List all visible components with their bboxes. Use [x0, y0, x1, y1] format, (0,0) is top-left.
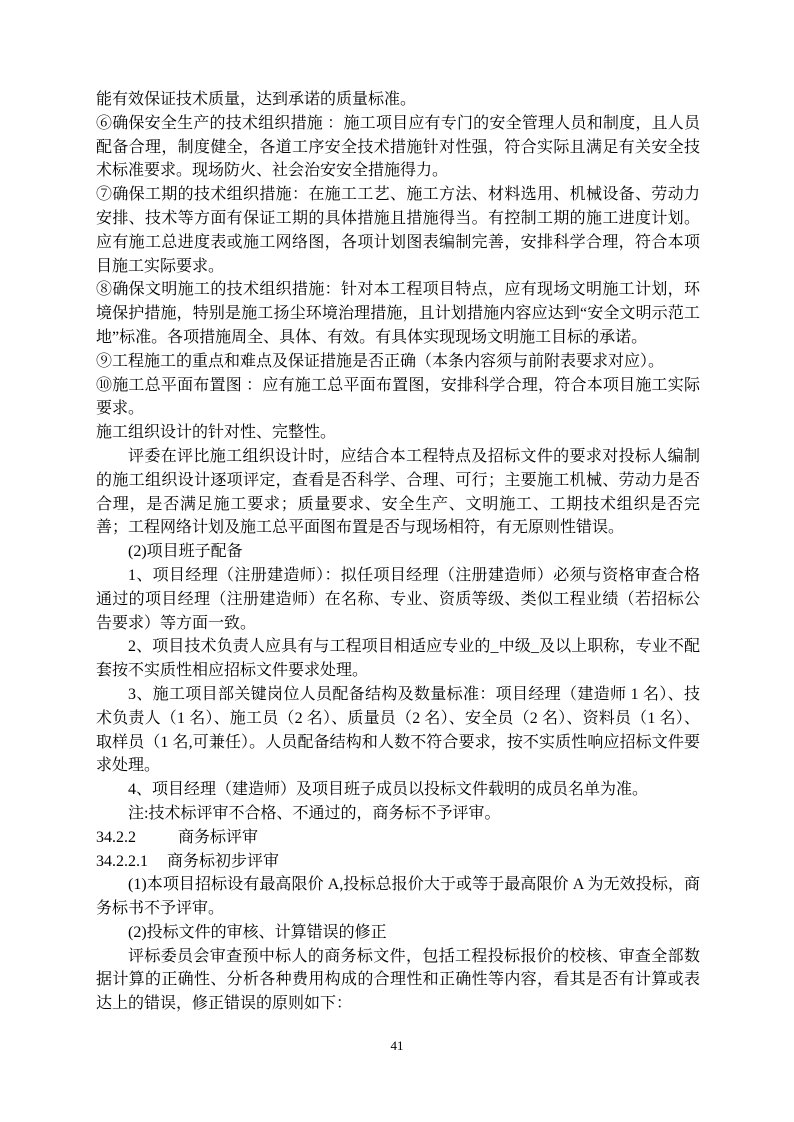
section-number: 34.2.2	[96, 828, 136, 846]
paragraph-design-pertinence: 施工组织设计的针对性、完整性。	[96, 424, 337, 442]
paragraph-project-manager: 1、项目经理（注册建造师）：拟任项目经理（注册建造师）必须与资格审查合格通过的项目经理（注册建造师）在名称、专业、资质等级、类似工程业绩（若招标公告要求）等方面一致。	[96, 566, 700, 632]
paragraph-error-correction-heading: (2)投标文件的审核、计算错误的修正	[128, 923, 387, 941]
page-number: 41	[390, 1038, 404, 1053]
paragraph-price-ceiling-rule: (1)本项目招标设有最高限价 A,投标总报价大于或等于最高限价 A 为无效投标，商务标书不予评审。	[96, 876, 700, 918]
paragraph-item-7-schedule-measures: ⑦确保工期的技术组织措施：在施工工艺、施工方法、材料选用、机械设备、劳动力安排、技术等方面有保证工期的具体措施且措施得当。有控制工期的施工进度计划。应有施工总进度表或施工网络图，各项计划图表编制完善，安排科学合理，符合本项目施工实际要求。	[96, 186, 700, 275]
paragraph-item-10-site-layout-plan: ⑩施工总平面布置图 ：应有施工总平面布置图，安排科学合理，符合本项目施工实际要求。	[96, 376, 700, 418]
section-heading-34-2-2	[96, 826, 700, 850]
section-title: 商务标初步评审	[167, 852, 280, 870]
paragraph-item-9-key-difficulties: ⑨工程施工的重点和难点及保证措施是否正确（本条内容须与前附表要求对应）。	[96, 352, 665, 370]
paragraph-continuation: 能有效保证技术质量，达到承诺的质量标准。	[96, 91, 417, 108]
paragraph-project-team-heading: (2)项目班子配备	[128, 543, 243, 561]
section-title: 商务标评审	[178, 828, 259, 846]
paragraph-item-6-safety-measures: ⑥确保安全生产的技术组织措施 ：施工项目应有专门的安全管理人员和制度，且人员配备合理，制度健全，各道工序安全技术措施针对性强，符合实际且满足有关安全技术标准要求。现场防火、社会治安安全措施得力。	[96, 114, 700, 180]
paragraph-item-8-civilized-construction: ⑧确保文明施工的技术组织措施：针对本工程项目特点，应有现场文明施工计划，环境保护措施，特别是施工扬尘环境治理措施，且计划措施内容应达到“安全文明示范工地”标准。各项措施周全、具体、有效。有具体实现现场文明施工目标的承诺。	[96, 281, 700, 346]
paragraph-jury-evaluation: 评委在评比施工组织设计时，应结合本工程特点及招标文件的要求对投标人编制的施工组织设计逐项评定，查看是否科学、合理、可行；主要施工机械、劳动力是否合理，是否满足施工要求；质量要求、安全生产、文明施工、工期技术组织是否完善；工程网络计划及施工总平面图布置是否与现场相符，有无原则性错误。	[96, 447, 700, 537]
section-heading-34-2-2-1	[96, 850, 700, 874]
paragraph-committee-review: 评标委员会审查预中标人的商务标文件，包括工程投标报价的校核、审查全部数据计算的正确性、分析各种费用构成的合理性和正确性等内容，看其是否有计算或表达上的错误，修正错误的原则如下：	[96, 947, 700, 1013]
paragraph-note-technical-bid: 注:技术标评审不合格、不通过的，商务标不予评审。	[128, 804, 501, 822]
paragraph-member-list: 4、项目经理（建造师）及项目班子成员以投标文件载明的成员名单为准。	[128, 781, 649, 799]
paragraph-technical-director: 2、项目技术负责人应具有与工程项目相适应专业的_中级_及以上职称，专业不配套按不实质性相应招标文件要求处理。	[96, 638, 700, 680]
section-number: 34.2.2.1	[96, 852, 148, 870]
paragraph-key-staff-structure: 3、施工项目部关键岗位人员配备结构及数量标准：项目经理（建造师 1 名）、技术负责人（1 名）、施工员（2 名）、质量员（2 名）、安全员（2 名）、资料员（1 名）、取样员（1 名,可兼任）。人员配备结构和人数不符合要求，按不实质性响应招标文件要求处理。	[96, 685, 700, 775]
document-body	[96, 88, 700, 1016]
